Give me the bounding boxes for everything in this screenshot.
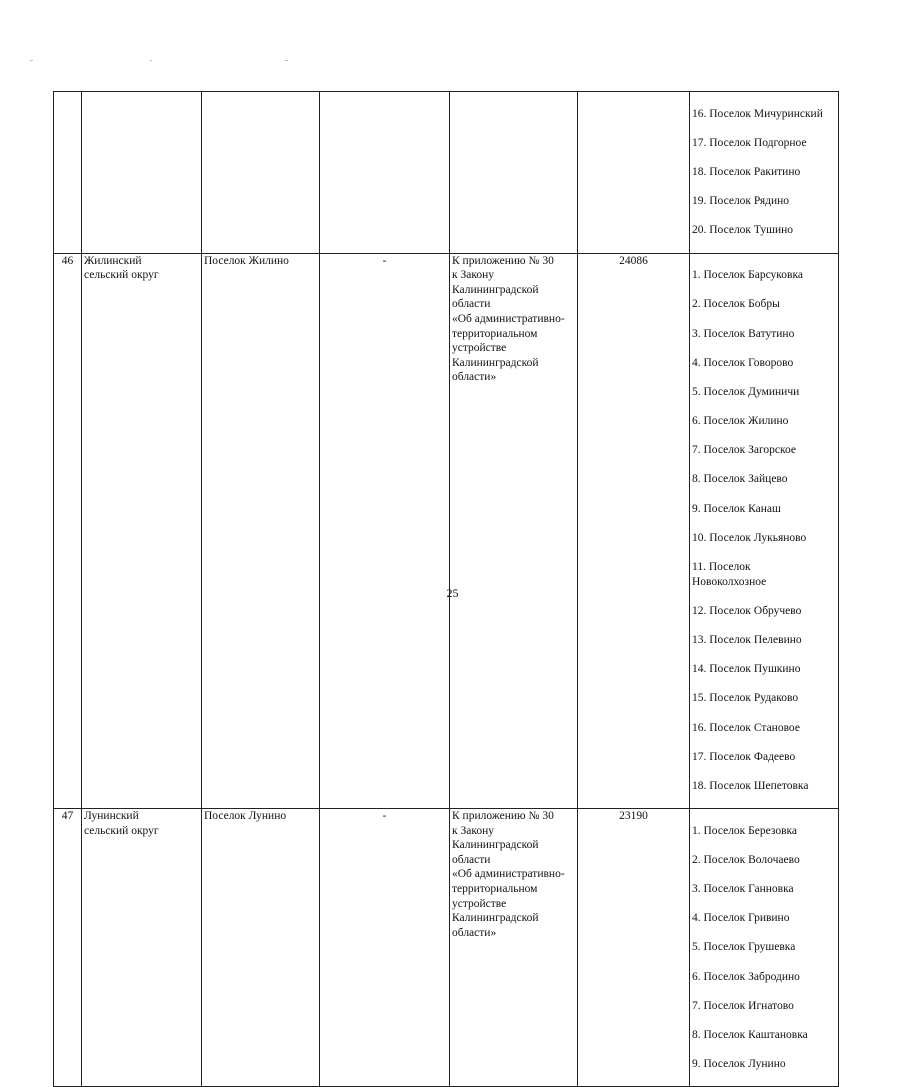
list-item: 1. Поселок Барсуковка [692, 269, 804, 282]
page-number: 25 [446, 586, 459, 600]
list-item: 5. Поселок Грушевка [692, 941, 796, 954]
row-number: 46 [54, 253, 82, 809]
law-reference [450, 92, 578, 254]
list-item: 12. Поселок Обручево [692, 604, 802, 617]
list-item: 18. Поселок Шепетовка [692, 779, 809, 792]
list-item: 8. Поселок Каштановка [692, 1029, 808, 1041]
list-item: 2. Поселок Волочаево [692, 853, 800, 866]
list-item: 4. Поселок Говорово [692, 356, 794, 369]
list-item: 15. Поселок Рудаково [692, 692, 799, 705]
scan-artifact [30, 60, 290, 62]
list-item: 17. Поселок Фадеево [692, 750, 796, 763]
list-item: 13. Поселок Пелевино [692, 633, 802, 646]
list-item: 5. Поселок Думиничи [692, 385, 800, 398]
list-item: 6. Поселок Жилино [692, 415, 789, 428]
district-name: Жилинский сельский округ [82, 253, 202, 809]
list-item: 7. Поселок Загорское [692, 444, 797, 457]
list-item: 8. Поселок Зайцево [692, 473, 788, 486]
dash-cell [320, 92, 450, 254]
list-item: 16. Поселок Становое [692, 721, 800, 734]
list-item: 2. Поселок Бобры [692, 298, 780, 311]
list-item: 14. Поселок Пушкино [692, 663, 801, 676]
list-item: 7. Поселок Игнатово [692, 999, 794, 1012]
list-item: 19. Поселок Рядино [692, 195, 790, 208]
list-item: 1. Поселок Березовка [692, 824, 798, 837]
list-item: 9. Поселок Канаш [692, 502, 781, 515]
settlement-list [690, 809, 839, 1087]
list-item: 18. Поселок Ракитино [692, 165, 801, 178]
list-item: 3. Поселок Ватутино [692, 327, 795, 340]
dash-cell: - [320, 253, 450, 809]
row-number [54, 92, 82, 254]
admin-center: Поселок Жилино [202, 253, 320, 809]
list-item: 3. Поселок Ганновка [692, 883, 794, 896]
code-value: 23190 [578, 809, 690, 1087]
list-item: 10. Поселок Лукьяново [692, 531, 807, 544]
list-item: 16. Поселок Мичуринский [692, 107, 823, 120]
list-item: 11. Поселок Новоколхозное [692, 561, 767, 588]
code-value [578, 92, 690, 254]
code-value: 24086 [578, 253, 690, 809]
list-item: 20. Поселок Тушино [692, 224, 794, 237]
district-name: Лунинский сельский округ [82, 809, 202, 1087]
dash-cell: - [320, 809, 450, 1087]
district-name [82, 92, 202, 254]
table-row [54, 809, 839, 1087]
row-number: 47 [54, 809, 82, 1087]
settlement-list [690, 253, 839, 809]
list-item: 9. Поселок Лунино [692, 1058, 786, 1071]
law-reference: К приложению № 30 к Закону Калининградской области «Об административно- территориальном устройстве Калининградской области» [450, 809, 578, 1087]
settlement-list [690, 92, 839, 254]
table-row [54, 92, 839, 254]
admin-center: Поселок Лунино [202, 809, 320, 1087]
list-item: 4. Поселок Гривино [692, 912, 790, 925]
law-reference: К приложению № 30 к Закону Калининградской области «Об административно- территориальном устройстве Калининградской области» [450, 253, 578, 809]
list-item: 17. Поселок Подгорное [692, 136, 807, 149]
table-row [54, 253, 839, 809]
admin-center [202, 92, 320, 254]
list-item: 6. Поселок Забродино [692, 970, 800, 983]
